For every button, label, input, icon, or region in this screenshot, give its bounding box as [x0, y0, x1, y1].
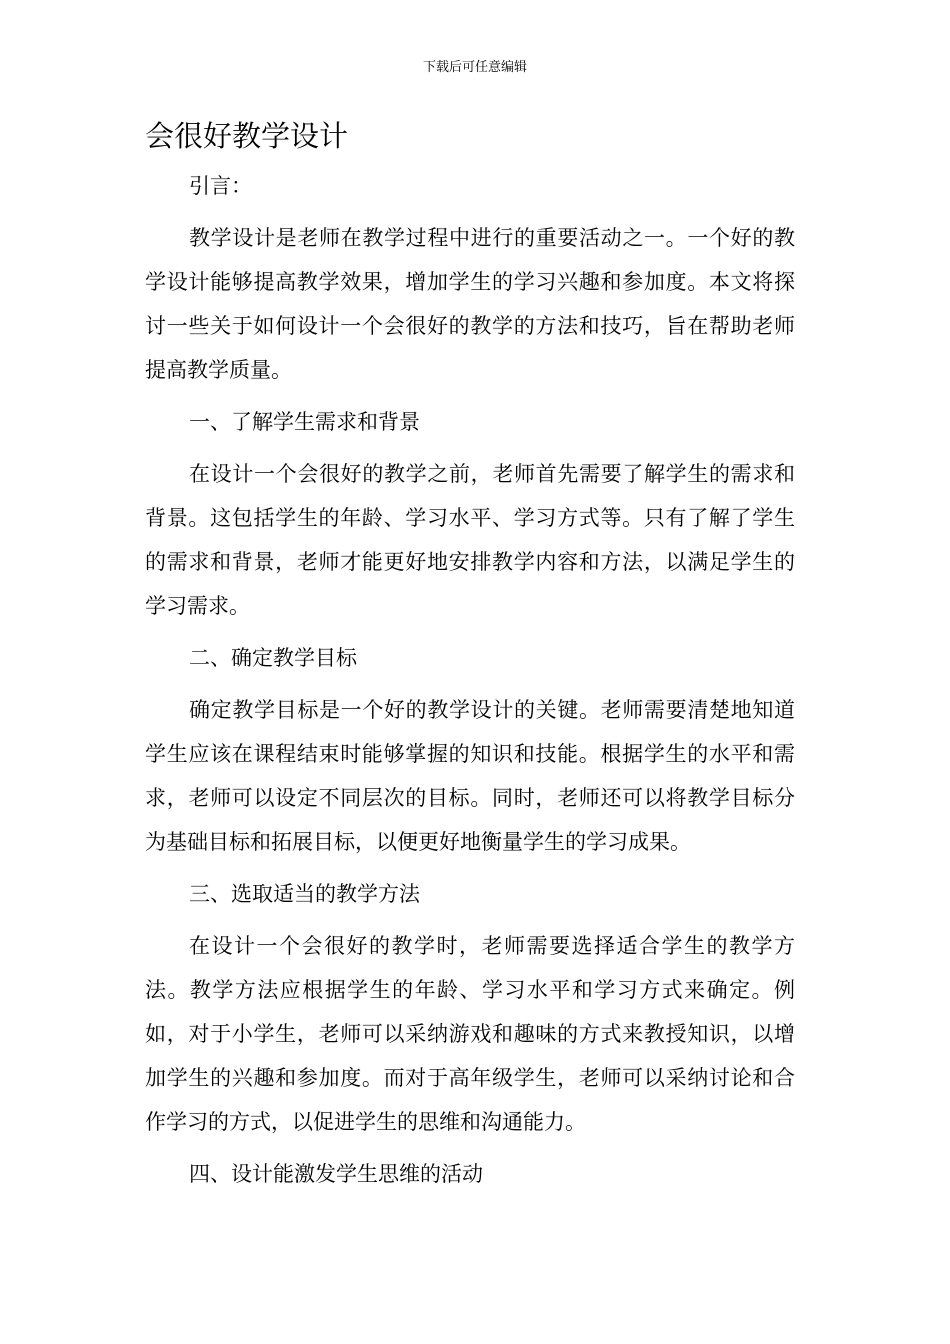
- document-title: 会很好教学设计: [145, 119, 349, 153]
- paragraph-section-2: 确定教学目标是一个好的教学设计的关键。老师需要清楚地知道学生应该在课程结束时能够掌握的知识和技能。根据学生的水平和需求，老师可以设定不同层次的目标。同时，老师还可以将教学目标分为基础目标和拓展目标，以便更好地衡量学生的学习成果。: [145, 698, 795, 854]
- intro-label: 引言：: [189, 174, 252, 198]
- paragraph-intro: 教学设计是老师在教学过程中进行的重要活动之一。一个好的教学设计能够提高教学效果，增加学生的学习兴趣和参加度。本文将探讨一些关于如何设计一个会很好的教学的方法和技巧，旨在帮助老师提高教学质量。: [145, 226, 795, 382]
- header-note: 下载后可任意编辑: [422, 60, 527, 75]
- paragraph-section-3: 在设计一个会很好的教学时，老师需要选择适合学生的教学方法。教学方法应根据学生的年龄、学习水平和学习方式来确定。例如，对于小学生，老师可以采纳游戏和趣味的方式来教授知识，以增加学生的兴趣和参加度。而对于高年级学生，老师可以采纳讨论和合作学习的方式，以促进学生的思维和沟通能力。: [145, 934, 795, 1134]
- document-body: [145, 164, 795, 1204]
- paragraph-section-1: 在设计一个会很好的教学之前，老师首先需要了解学生的需求和背景。这包括学生的年龄、学习水平、学习方式等。只有了解了学生的需求和背景，老师才能更好地安排教学内容和方法，以满足学生的学习需求。: [145, 462, 795, 618]
- section-heading-4: 四、设计能激发学生思维的活动: [189, 1162, 483, 1186]
- section-heading-1: 一、了解学生需求和背景: [189, 410, 420, 434]
- section-heading-2: 二、确定教学目标: [189, 646, 357, 670]
- section-heading-3: 三、选取适当的教学方法: [189, 882, 420, 906]
